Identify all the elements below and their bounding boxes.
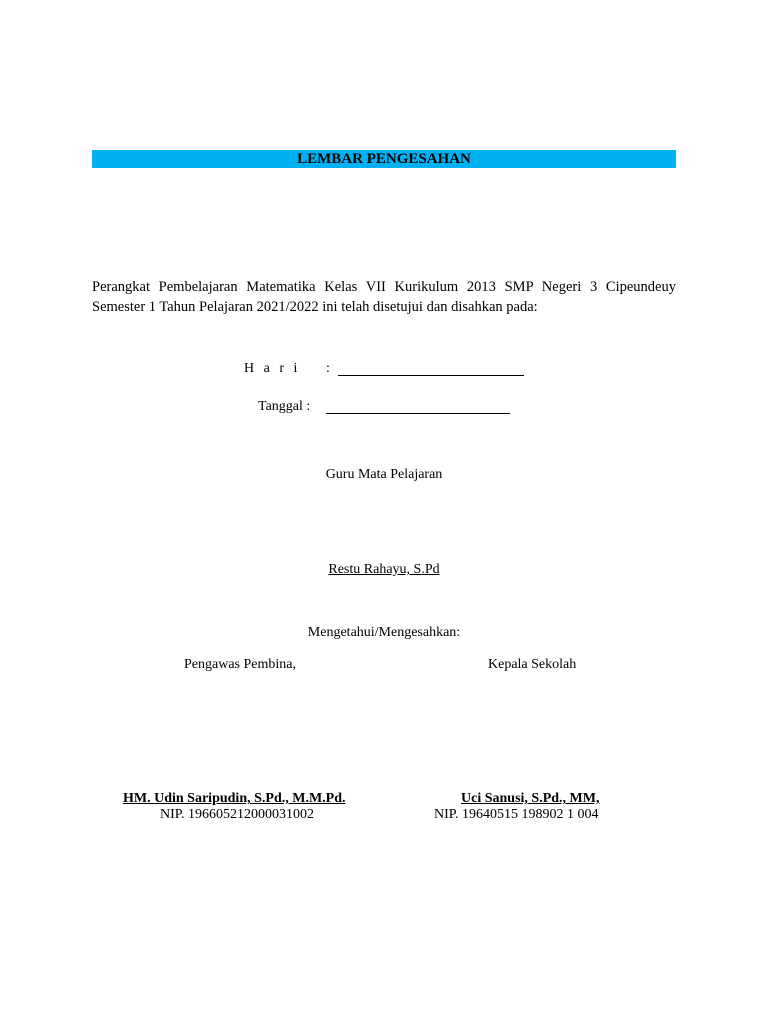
supervisor-role: Pengawas Pembina, bbox=[184, 657, 296, 672]
hari-blank-line bbox=[338, 375, 524, 376]
supervisor-nip: NIP. 196605212000031002 bbox=[160, 807, 315, 822]
approval-heading: Mengetahui/Mengesahkan: bbox=[307, 625, 461, 640]
teacher-name-text: Restu Rahayu, S.Pd bbox=[328, 562, 440, 577]
intro-paragraph bbox=[92, 277, 676, 317]
principal-name: Uci Sanusi, S.Pd., MM, bbox=[461, 791, 600, 806]
principal-role: Kepala Sekolah bbox=[488, 657, 577, 672]
intro-line-1: Perangkat Pembelajaran Matematika Kelas VII Kurikulum 2013 SMP Negeri 3 Cipeundeuy bbox=[92, 279, 676, 295]
supervisor-name: HM. Udin Saripudin, S.Pd., M.M.Pd. bbox=[123, 791, 346, 806]
teacher-name bbox=[0, 560, 768, 580]
hari-label: H a r i bbox=[244, 361, 301, 376]
principal-nip: NIP. 19640515 198902 1 004 bbox=[434, 807, 599, 822]
hari-colon: : bbox=[326, 361, 330, 376]
intro-line-2: Semester 1 Tahun Pelajaran 2021/2022 ini telah disetujui dan disahkan pada: bbox=[92, 299, 538, 315]
tanggal-blank-line bbox=[326, 413, 510, 414]
tanggal-label: Tanggal : bbox=[258, 399, 311, 414]
teacher-role: Guru Mata Pelajaran bbox=[325, 467, 443, 482]
page-title: LEMBAR PENGESAHAN bbox=[92, 150, 676, 168]
